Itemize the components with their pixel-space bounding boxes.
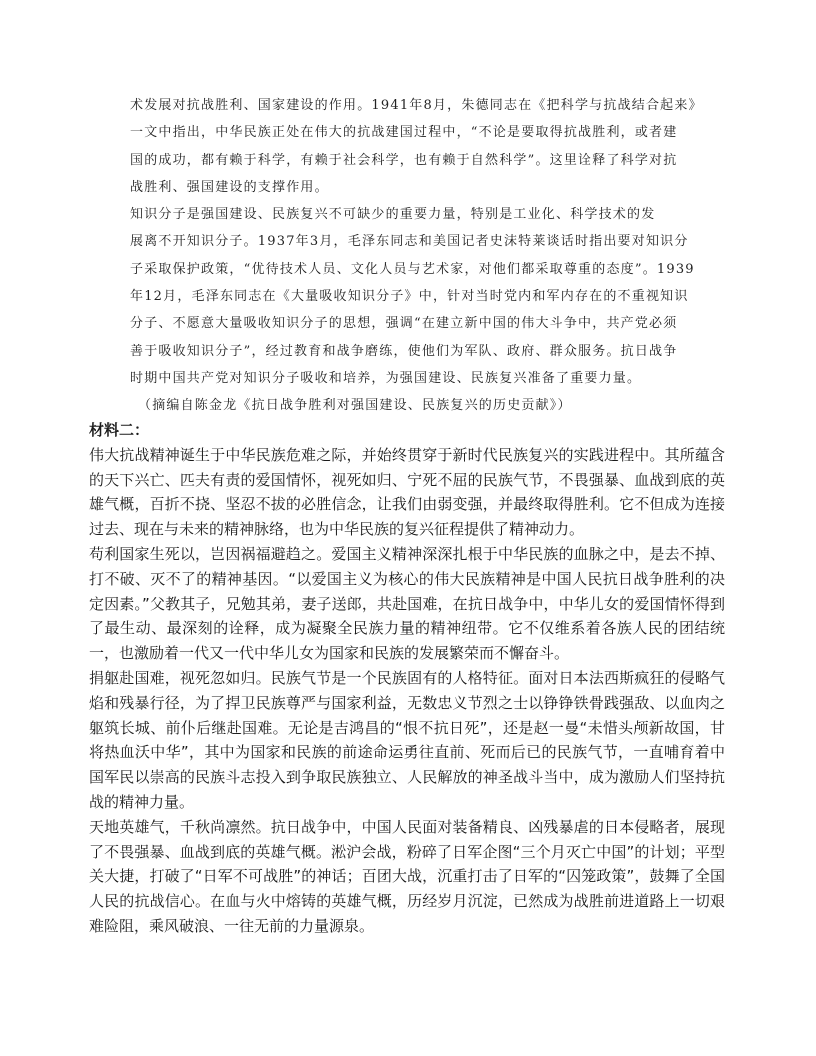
paragraph: 苟利国家生死以，岂因祸福避趋之。爱国主义精神深深扎根于中华民族的血脉之中，是去不掉、打不破、灭不了的精神基因。“以爱国主义为核心的伟大民族精神是中国人民抗日战争胜利的决定因素。”父教其子，兄勉其弟，妻子送郎，共赴国难，在抗日战争中，中华儿女的爱国情怀得到了最生动、最深刻的诠释，成为凝聚全民族力量的精神纽带。它不仅维系着各族人民的团结统一，也激励着一代又一代中华儿女为国家和民族的发展繁荣而不懈奋斗。 bbox=[89, 544, 725, 663]
source-citation: （摘编自陈金龙《抗日战争胜利对强国建设、民族复兴的历史贡献》） bbox=[138, 398, 572, 414]
scan-line: 展离不开知识分子。1937年3月，毛泽东同志和美国记者史沫特莱谈话时指出要对知识分 bbox=[130, 234, 689, 250]
scan-line: 知识分子是强国建设、民族复兴不可缺少的重要力量，特别是工业化、科学技术的发 bbox=[130, 207, 656, 223]
paragraph: 伟大抗战精神诞生于中华民族危难之际，并始终贯穿于新时代民族复兴的实践进程中。其所蕴含的天下兴亡、匹夫有责的爱国情怀，视死如归、宁死不屈的民族气节，不畏强暴、血战到底的英雄气概，百折不挠、坚忍不拔的必胜信念，让我们由弱变强，并最终取得胜利。它不但成为连接过去、现在与未来的精神脉络，也为中华民族的复兴征程提供了精神动力。 bbox=[89, 445, 725, 539]
scan-line: 时期中国共产党对知识分子吸收和培养，为强国建设、民族复兴准备了重要力量。 bbox=[130, 370, 642, 386]
paragraph: 天地英雄气，千秋尚凛然。抗日战争中，中国人民面对装备精良、凶残暴虐的日本侵略者，展现了不畏强暴、血战到底的英雄气概。淞沪会战，粉碎了日军企图“三个月灭亡中国”的计划；平型关大捷，打破了“日军不可战胜”的神话；百团大战，沉重打击了日军的“囚笼政策”，鼓舞了全国人民的抗战信心。在血与火中熔铸的英雄气概，历经岁月沉淀，已然成为战胜前进道路上一切艰难险阻，乘风破浪、一往无前的力量源泉。 bbox=[89, 817, 725, 935]
scan-line: 战胜利、强国建设的支撑作用。 bbox=[130, 179, 329, 195]
scan-line: 善于吸收知识分子”，经过教育和战争磨练，使他们为军队、政府、群众服务。抗日战争 bbox=[130, 343, 678, 359]
scan-line: 国的成功，都有赖于科学，有赖于社会科学，也有赖于自然科学”。这里诠释了科学对抗 bbox=[130, 152, 678, 168]
scan-line: 一文中指出，中华民族正处在伟大的抗战建国过程中，“不论是要取得抗战胜利，或者建 bbox=[130, 125, 678, 141]
scan-line: 分子、不愿意大量吸收知识分子的思想，强调“在建立新中国的伟大斗争中，共产党必须 bbox=[130, 316, 678, 332]
scanned-excerpt bbox=[130, 92, 703, 420]
paragraph: 捐躯赴国难，视死忽如归。民族气节是一个民族固有的人格特征。面对日本法西斯疯狂的侵略气焰和残暴行径，为了捍卫民族尊严与国家利益，无数忠义节烈之士以铮铮铁骨践强敌、以血肉之躯筑长城、前仆后继赴国难。无论是吉鸿昌的“恨不抗日死”，还是赵一曼“未惜头颅新故国，甘将热血沃中华”，其中为国家和民族的前途命运勇往直前、死而后已的民族气节，一直哺育着中国军民以崇高的民族斗志投入到争取民族独立、人民解放的神圣战斗当中，成为激励人们坚持抗战的精神力量。 bbox=[89, 668, 725, 811]
scan-line: 术发展对抗战胜利、国家建设的作用。1941年8月，朱德同志在《把科学与抗战结合起来》 bbox=[130, 98, 703, 113]
scan-line: 子采取保护政策，“优待技术人员、文化人员与艺术家，对他们都采取尊重的态度”。1939 bbox=[130, 261, 695, 277]
material-two-section bbox=[89, 418, 725, 939]
scan-line: 年12月，毛泽东同志在《大量吸收知识分子》中，针对当时党内和军内存在的不重视知识 bbox=[130, 289, 689, 305]
section-heading: 材料二： bbox=[89, 421, 150, 439]
